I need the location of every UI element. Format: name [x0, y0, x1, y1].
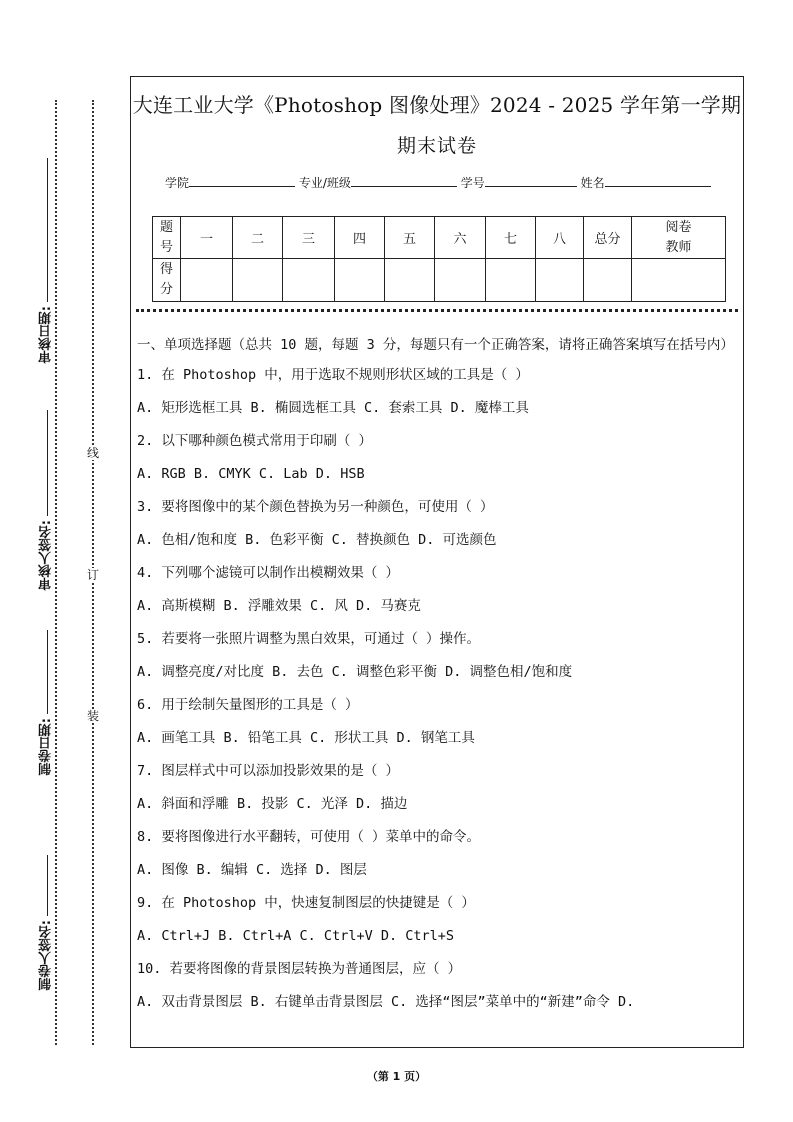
section-8-header: 八 [536, 217, 584, 259]
grader-header: 阅卷教师 [632, 217, 726, 259]
reviewer-signature-field [38, 410, 56, 590]
question-10: 10. 若要将图像的背景图层转换为普通图层，应（ ） [137, 961, 462, 977]
question-10-options: A. 双击背景图层 B. 右键单击背景图层 C. 选择“图层”菜单中的“新建”命令 D. [137, 994, 635, 1010]
score-table-header-row [153, 217, 726, 259]
binding-mark-staple: 订 [86, 568, 99, 582]
score-table-score-row [153, 259, 726, 302]
score-cell[interactable] [435, 259, 486, 302]
section-4-header: 四 [335, 217, 385, 259]
student-id-input[interactable] [485, 174, 577, 187]
paper-maker-signature-field [38, 855, 56, 990]
review-date-label: 审核日期: [39, 305, 54, 363]
question-2: 2. 以下哪种颜色模式常用于印刷（ ） [137, 433, 373, 449]
question-3: 3. 要将图像中的某个颜色替换为另一种颜色，可使用（ ） [137, 499, 494, 515]
total-score-cell[interactable] [584, 259, 632, 302]
section-2-header: 二 [233, 217, 283, 259]
question-4-options: A. 高斯模糊 B. 浮雕效果 C. 风 D. 马赛克 [137, 598, 421, 614]
score-cell[interactable] [385, 259, 435, 302]
exam-frame [130, 76, 744, 1048]
question-8-options: A. 图像 B. 编辑 C. 选择 D. 图层 [137, 862, 367, 878]
reviewer-signature-label: 审核人签名: [39, 519, 54, 590]
question-7: 7. 图层样式中可以添加投影效果的是（ ） [137, 763, 400, 779]
question-6: 6. 用于绘制矢量图形的工具是（ ） [137, 697, 359, 713]
binding-mark-bind: 装 [86, 709, 99, 723]
score-cell[interactable] [181, 259, 233, 302]
section-3-header: 三 [283, 217, 335, 259]
question-8: 8. 要将图像进行水平翻转，可使用（ ）菜单中的命令。 [137, 829, 481, 845]
question-number-header: 题号 [153, 217, 181, 259]
name-input[interactable] [605, 174, 711, 187]
review-date-blank [47, 158, 48, 302]
reviewer-signature-blank [47, 410, 48, 516]
question-7-options: A. 斜面和浮雕 B. 投影 C. 光泽 D. 描边 [137, 796, 408, 812]
question-5: 5. 若要将一张照片调整为黑白效果，可通过（ ）操作。 [137, 631, 481, 647]
section-5-header: 五 [385, 217, 435, 259]
question-1-options: A. 矩形选框工具 B. 椭圆选框工具 C. 套索工具 D. 魔棒工具 [137, 400, 529, 416]
section-7-header: 七 [486, 217, 536, 259]
score-table [152, 216, 726, 302]
question-6-options: A. 画笔工具 B. 铅笔工具 C. 形状工具 D. 钢笔工具 [137, 730, 475, 746]
score-cell[interactable] [335, 259, 385, 302]
exam-title: 大连工业大学《Photoshop 图像处理》2024 - 2025 学年第一学期 [132, 93, 742, 117]
exam-subtitle: 期末试卷 [396, 135, 477, 157]
college-label: 学院 [165, 176, 190, 190]
score-cell[interactable] [536, 259, 584, 302]
total-header: 总分 [584, 217, 632, 259]
college-input[interactable] [189, 174, 295, 187]
question-5-options: A. 调整亮度/对比度 B. 去色 C. 调整色彩平衡 D. 调整色相/饱和度 [137, 664, 573, 680]
grader-cell[interactable] [632, 259, 726, 302]
section-6-header: 六 [435, 217, 486, 259]
page-number: （第 1 页） [366, 1070, 427, 1083]
question-3-options: A. 色相/饱和度 B. 色彩平衡 C. 替换颜色 D. 可选颜色 [137, 532, 497, 548]
score-cell[interactable] [233, 259, 283, 302]
paper-maker-signature-label: 制卷人签名: [39, 919, 54, 990]
student-id-label: 学号 [460, 176, 485, 190]
review-date-field [38, 158, 56, 363]
question-4: 4. 下列哪个滤镜可以制作出模糊效果（ ） [137, 565, 400, 581]
name-label: 姓名 [580, 176, 605, 190]
score-row-label: 得分 [153, 259, 181, 302]
paper-date-blank [47, 630, 48, 714]
question-2-options: A. RGB B. CMYK C. Lab D. HSB [137, 466, 365, 482]
paper-date-field [38, 630, 56, 775]
score-cell[interactable] [486, 259, 536, 302]
question-9-options: A. Ctrl+J B. Ctrl+A C. Ctrl+V D. Ctrl+S [137, 928, 454, 944]
section-1-header: 一 [181, 217, 233, 259]
section-1-heading: 一、单项选择题（总共 10 题，每题 3 分，每题只有一个正确答案，请将正确答案填写在括号内） [137, 337, 734, 353]
paper-maker-signature-blank [47, 855, 48, 916]
paper-date-label: 制卷日期: [39, 717, 54, 775]
score-cell[interactable] [283, 259, 335, 302]
section-1 [137, 335, 737, 1025]
student-info-row [165, 174, 725, 191]
major-input[interactable] [351, 174, 457, 187]
question-1: 1. 在 Photoshop 中，用于选取不规则形状区域的工具是（ ） [137, 367, 529, 383]
binding-mark-line: 线 [86, 446, 99, 460]
question-9: 9. 在 Photoshop 中，快速复制图层的快捷键是（ ） [137, 895, 475, 911]
major-label: 专业/班级 [298, 176, 351, 190]
section-divider [136, 309, 738, 312]
